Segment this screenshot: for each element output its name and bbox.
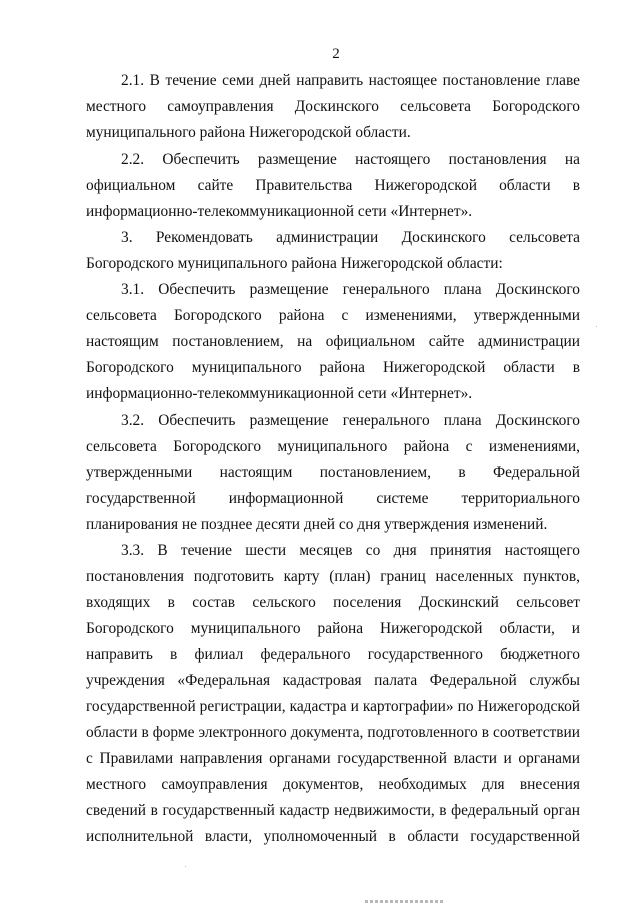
text-line: 2.2. Обеспечить размещение настоящего постановления на [121, 151, 580, 168]
text-line: сельсовета Богородского муниципального района с изменениями, [86, 438, 580, 455]
text-line: входящих в состав сельского поселения Доскинский сельсовет [86, 594, 580, 611]
text-line: государственной информационной системе территориального [86, 490, 580, 507]
text-line: Богородского муниципального района Нижегородской области в [86, 359, 580, 376]
text-line: Богородского муниципального района Нижегородской области: [86, 255, 503, 272]
text-line: государственной регистрации, кадастра и картографии» по Нижегородской [86, 698, 580, 715]
text-line: официальном сайте Правительства Нижегородской области в [86, 177, 580, 194]
paragraph-3-2 [86, 408, 580, 538]
text-line: постановления подготовить карту (план) границ населенных пунктов, [86, 568, 580, 585]
scan-edge-mark [365, 900, 445, 903]
text-line: направить в филиал федерального государственного бюджетного [86, 646, 580, 663]
text-line: местного самоуправления документов, необходимых для внесения [86, 776, 580, 793]
paragraph-2-2 [86, 147, 580, 225]
paragraph-2-1 [86, 68, 580, 146]
text-line: сельсовета Богородского района с изменениями, утвержденными [86, 307, 580, 324]
text-line: местного самоуправления Доскинского сельсовета Богородского [86, 98, 580, 115]
text-line: 3.2. Обеспечить размещение генерального плана Доскинского [121, 412, 580, 429]
paragraph-3-3 [86, 538, 580, 850]
text-line: планирования не позднее десяти дней со дня утверждения изменений. [86, 516, 548, 533]
text-line: 3.1. Обеспечить размещение генерального плана Доскинского [121, 281, 580, 298]
text-line: сведений в государственный кадастр недвижимости, в федеральный орган [86, 802, 580, 819]
text-line: учреждения «Федеральная кадастровая палата Федеральной службы [86, 672, 580, 689]
text-line: 3. Рекомендовать администрации Доскинского сельсовета [121, 229, 580, 246]
text-line: 2.1. В течение семи дней направить настоящее постановление главе [121, 72, 580, 89]
scan-speck [185, 866, 186, 867]
paragraph-3 [86, 225, 580, 277]
scan-speck [596, 326, 597, 327]
text-line: области в форме электронного документа, подготовленного в соответствии [86, 724, 580, 741]
text-line: исполнительной власти, уполномоченный в области государственной [86, 828, 580, 845]
text-line: настоящим постановлением, на официальном сайте администрации [86, 333, 580, 350]
text-line: информационно-телекоммуникационной сети «Интернет». [86, 203, 473, 220]
text-line: муниципального района Нижегородской области. [86, 124, 411, 141]
text-line: 3.3. В течение шести месяцев со дня принятия настоящего [121, 542, 580, 559]
text-line: информационно-телекоммуникационной сети «Интернет». [86, 385, 473, 402]
text-line: с Правилами направления органами государственной власти и органами [86, 750, 580, 767]
page-number: 2 [332, 46, 340, 62]
text-line: утвержденными настоящим постановлением, в Федеральной [86, 464, 580, 481]
text-line: Богородского муниципального района Нижегородской области, и [86, 620, 580, 637]
paragraph-3-1 [86, 277, 580, 407]
